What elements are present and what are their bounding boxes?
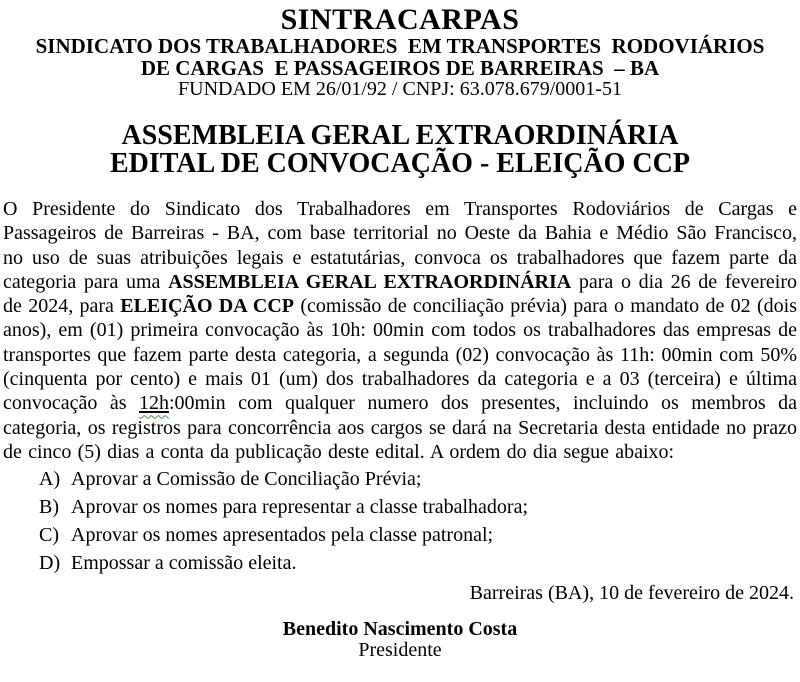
agenda-item-marker: B) [39, 496, 59, 519]
underlined-time-text [139, 392, 169, 414]
title-line-assembleia: ASSEMBLEIA GERAL EXTRAORDINÁRIA [121, 120, 679, 151]
document-title [3, 122, 797, 178]
agenda-item-text: Empossar a comissão eleita. [71, 552, 297, 575]
org-founded-cnpj-line: FUNDADO EM 26/01/92 / CNPJ: 63.078.679/0001-51 [178, 78, 622, 100]
agenda-item [3, 549, 797, 577]
agenda-item-marker: C) [39, 524, 59, 547]
agenda-item-text: Aprovar a Comissão de Conciliação Prévia; [71, 468, 422, 491]
bold-run: ELEIÇÃO DA CCP [120, 295, 295, 318]
bold-run: ASSEMBLEIA GERAL EXTRAORDINÁRIA [168, 270, 572, 293]
signature-name: Benedito Nascimento Costa [282, 618, 518, 641]
agenda-item [3, 493, 797, 521]
body-paragraph: O Presidente do Sindicato dos Trabalhadores em Transportes Rodoviários de Cargas e Passageiros de Barreiras - BA, com base territorial no Oeste da Bahia e Médio São Francisco, no uso de suas atribuições legais e estatutárias, convoca os trabalhadores que fazem parte da categoria para uma ASSEMBLEIA GERAL EXTRAORDINÁRIA para o dia 26 de fevereiro de 2024, para ELEIÇÃO DA CCP (comissão de conciliação prévia) para o mandato de 02 (dois anos), em (01) primeira convocação às 10h: 00min com todos os trabalhadores das empresas de transportes que fazem parte desta categoria, a segunda (02) convocação às 11h: 00min com 50% (cinquenta por cento) e mais 01 (um) dos trabalhadores da categoria e a 03 (terceira) e última convocação às 12h:00min com qualquer numero dos presentes, incluindo os membros da categoria, os registros para concorrência aos cargos se dará na Secretaria desta entidade no prazo de cinco (5) dias a conta da publicação deste edital. A ordem do dia segue abaixo: [3, 198, 798, 463]
org-acronym: SINTRACARPAS [280, 3, 520, 36]
agenda-item-text: Aprovar os nomes para representar a classe trabalhadora; [71, 496, 529, 519]
agenda-item-text: Aprovar os nomes apresentados pela classe patronal; [71, 524, 494, 547]
spellcheck-wavy-underline: 12h [138, 392, 169, 415]
agenda-item-marker: D) [39, 552, 61, 575]
org-name-line-1: SINDICATO DOS TRABALHADORES EM TRANSPORTES RODOVIÁRIOS [35, 34, 765, 58]
title-line-edital: EDITAL DE CONVOCAÇÃO - ELEIÇÃO CCP [110, 148, 690, 179]
agenda-list [3, 465, 797, 577]
letterhead [3, 5, 797, 100]
org-name-line-2: DE CARGAS E PASSAGEIROS DE BARREIRAS – BA [140, 56, 660, 80]
agenda-item-marker: A) [39, 468, 61, 491]
agenda-item [3, 521, 797, 549]
agenda-item [3, 465, 797, 493]
signature-role: Presidente [358, 639, 442, 662]
dateline: Barreiras (BA), 10 de fevereiro de 2024. [469, 582, 794, 605]
